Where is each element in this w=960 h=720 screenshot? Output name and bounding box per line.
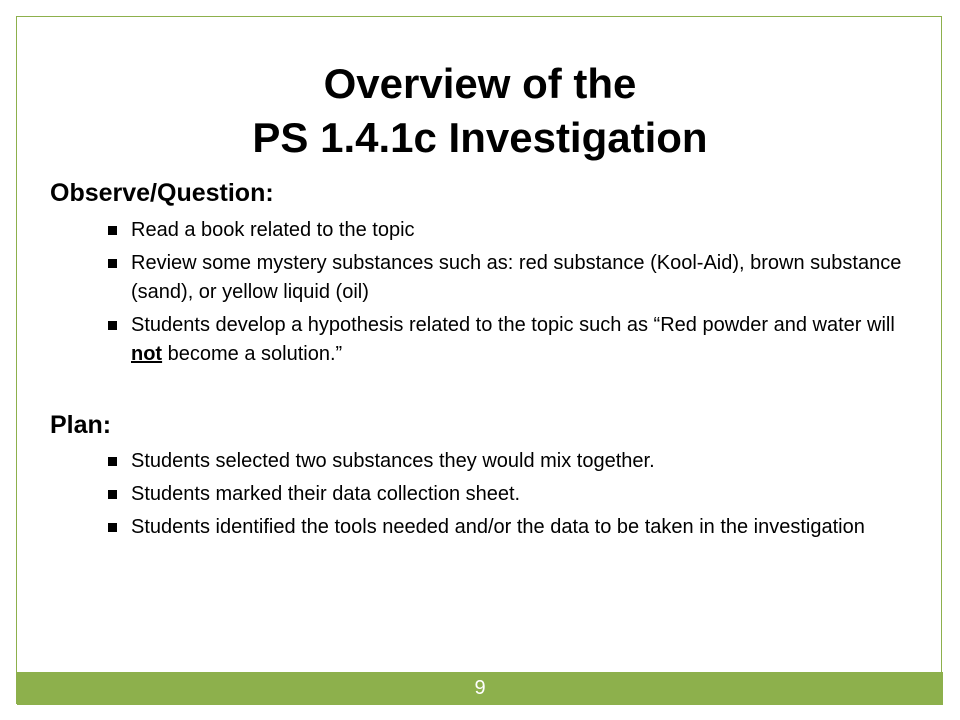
list-item-text: Students identified the tools needed and/or the data to be taken in the investigation xyxy=(131,516,865,538)
list-item-text-after: become a solution.” xyxy=(162,343,343,365)
list-item xyxy=(50,249,920,307)
title-line-2: PS 1.4.1c Investigation xyxy=(252,114,708,161)
list-item-text: Read a book related to the topic xyxy=(131,219,415,241)
list-item xyxy=(50,216,920,245)
footer-bar xyxy=(17,672,943,705)
square-bullet-icon xyxy=(108,259,117,268)
list-item-text: Students selected two substances they would mix together. xyxy=(131,450,655,472)
square-bullet-icon xyxy=(108,321,117,330)
page-number: 9 xyxy=(474,677,486,699)
list-item xyxy=(50,513,920,542)
list-item-text: Review some mystery substances such as: red substance (Kool-Aid), brown substance (sand), or yellow liquid (oil) xyxy=(131,252,902,303)
plan-heading: Plan: xyxy=(50,411,112,439)
observe-question-list xyxy=(50,216,920,373)
plan-list xyxy=(50,447,920,546)
title-line-1: Overview of the xyxy=(323,60,637,107)
list-item xyxy=(50,480,920,509)
emphasized-word: not xyxy=(131,343,163,365)
square-bullet-icon xyxy=(108,457,117,466)
list-item xyxy=(50,311,920,369)
list-item-text-before: Students develop a hypothesis related to the topic such as “Red powder and water will xyxy=(131,314,895,336)
slide-title xyxy=(17,57,943,165)
slide xyxy=(16,16,942,704)
square-bullet-icon xyxy=(108,490,117,499)
square-bullet-icon xyxy=(108,226,117,235)
square-bullet-icon xyxy=(108,523,117,532)
list-item xyxy=(50,447,920,476)
observe-question-heading: Observe/Question: xyxy=(50,179,274,207)
list-item-text: Students marked their data collection sheet. xyxy=(131,483,521,505)
